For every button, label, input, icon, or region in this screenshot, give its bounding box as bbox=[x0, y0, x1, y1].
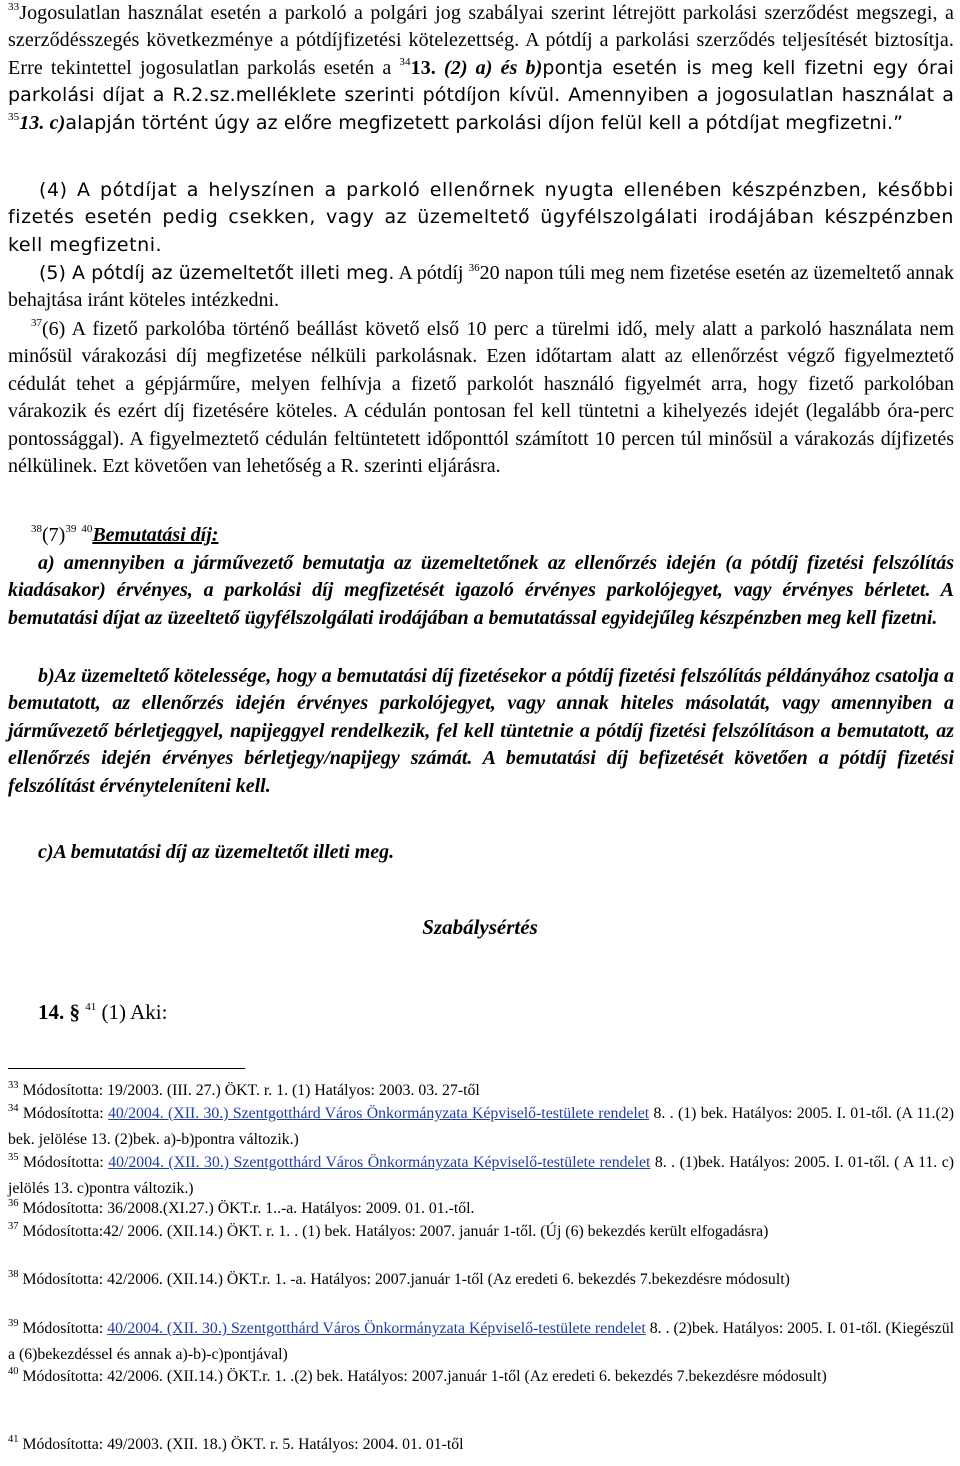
footnote-41: $^{41}$ Módosította: 49/2003. (XII. 18.) ÖKT. r. 5. Hatályos: 2004. 01. 01-től bbox=[8, 1433, 464, 1453]
section-title: Bemutatási díj: bbox=[92, 524, 219, 546]
paragraph-5-7-heading: $^{38}(7)^{39}$ $^{40}$Bemutatási díj: bbox=[31, 523, 219, 546]
footnote-39-link[interactable]: 40/2004. (XII. 30.) Szentgotthárd Város Önkormányzata Képviselő-testülete rendelet bbox=[107, 1320, 646, 1337]
paragraph-5-6: $^{37}$(6) A fizető parkolóba történő beállást követő első 10 perc a türelmi idő, mely alatt a parkoló használata nem minősül várakozási díj megfizetése nélküli parkolásnak. Ezen időtartam alatt az ellenőrzést végző figyelmeztető cédulát tehet a gépjárműre, melyen felhívja a fizető parkolót használó figyelmét arra, hogy fizető parkolóban várakozik és ezért díj fizetésére köteles. A cédulán pontosan fel kell tüntetni a kihelyezés idejét (legalább óra-perc pontossággal). A figyelmeztető cédulán feltüntetett időponttól számított 10 percen túl minősül a várakozás díjfizetés nélkülinek. Ezt követően van lehetőség a R. szerinti eljárásra. bbox=[8, 317, 954, 478]
footnote-38: $^{38}$ Módosította: 42/2006. (XII.14.) ÖKT.r. 1. -a. Hatályos: 2007.január 1-től (Az eredeti 6. bekezdés 7.bekezdésre módosult) bbox=[8, 1268, 790, 1288]
footnote-37: $^{37}$ Módosította:42/ 2006. (XII.14.) ÖKT. r. 1. . (1) bek. Hatályos: 2007. január 1-től. (Új (6) bekezdés került elfogadásra) bbox=[8, 1220, 769, 1240]
footnote-35-link[interactable]: 40/2004. (XII. 30.) Szentgotthárd Város Önkormányzata Képviselő-testülete rendelet bbox=[108, 1154, 651, 1171]
section-14: 14. § $^{41}$ (1) Aki: bbox=[38, 1000, 168, 1024]
footnote-33: $^{33}$ Módosította: 19/2003. (III. 27.) ÖKT. r. 1. (1) Hatályos: 2003. 03. 27-től bbox=[8, 1079, 480, 1099]
footnote-ref-41[interactable]: 41 bbox=[85, 1001, 97, 1013]
paragraph-5-7-b: b)Az üzemeltető kötelessége, hogy a bemutatási díj fizetésekor a pótdíj fizetési felszólítás példányához csatolja a bemutatott, az ellenőrzés idején érvényes parkolójegyet, vagy annak hiteles másolatát, vagy amennyiben a járművezető bérletjeggyel, napijeggyel rendelkezik, fel kell tüntetnie a pótdíj fizetési felszólításon a bemutatott, az ellenőrzés idején érvényes bérletjegy/napijegy számát. A bemutatási díj befizetését követően a pótdíj fizetési felszólítást érvényteleníteni kell. bbox=[8, 665, 954, 797]
paragraph-5-7-a: a) amennyiben a járművezető bemutatja az üzemeltetőnek az ellenőrzés idején (a pótdíj fizetési felszólítás kiadásakor) érvényes, a parkolási díj megfizetését igazoló érvényes parkolójegyet, vagy érvényes bérletet. A bemutatási díjat az üzeeltető ügyfélszolgálati irodájában a bemutatással egyidejűleg készpénzben meg kell fizetni. bbox=[8, 552, 954, 629]
footnote-ref-37[interactable]: 37 bbox=[31, 317, 42, 330]
footnote-36: $^{36}$ Módosította: 36/2008.(XI.27.) ÖKT.r. 1..-a. Hatályos: 2009. 01. 01.-től. bbox=[8, 1197, 475, 1217]
paragraph-5-4: (4) A pótdíjat a helyszínen a parkoló ellenőrnek nyugta ellenében készpénzben, későbbi fizetés esetén pedig csekken, vagy az üzemeltető ügyfélszolgálati irodájában készpénzben kell megfizetni. bbox=[8, 179, 954, 256]
footnote-ref-36[interactable]: 36 bbox=[468, 261, 480, 274]
footnote-35: $^{35}$ Módosította: 40/2004. (XII. 30.) Szentgotthárd Város Önkormányzata Képviselő-testülete rendelet 8. . (1)bek. Hatályos: 2005. I. 01-től. ( A 11. c) jelölés 13. c)pontra változik.) bbox=[8, 1151, 954, 1197]
footnote-ref-34[interactable]: 34 bbox=[399, 56, 411, 69]
footnote-separator bbox=[8, 1068, 245, 1069]
footnote-40: $^{40}$ Módosította: 42/2006. (XII.14.) ÖKT.r. 1. .(2) bek. Hatályos: 2007.január 1-től (Az eredeti 6. bekezdés 7.bekezdésre módosult) bbox=[8, 1365, 827, 1385]
footnote-34-link[interactable]: 40/2004. (XII. 30.) Szentgotthárd Város Önkormányzata Képviselő-testülete rendelet bbox=[107, 1105, 650, 1122]
paragraph-5-7-c: c)A bemutatási díj az üzemeltetőt illeti meg. bbox=[38, 841, 395, 863]
paragraph-5-5: (5) A pótdíj az üzemeltetőt illeti meg. A pótdíj $^{36}$20 napon túli meg nem fizetése esetén az üzemeltető annak behajtása iránt köteles intézkedni. bbox=[8, 261, 954, 312]
footnote-39: $^{39}$ Módosította: 40/2004. (XII. 30.) Szentgotthárd Város Önkormányzata Képviselő-testülete rendelet 8. . (2)bek. Hatályos: 2005. I. 01-től. (Kiegészül a (6)bekezdéssel és annak a)-b)-c)pontjával) bbox=[8, 1317, 954, 1363]
footnote-ref-39[interactable]: 39 bbox=[65, 523, 77, 536]
footnote-ref-40[interactable]: 40 bbox=[81, 523, 93, 536]
footnote-ref-33[interactable]: 33 bbox=[8, 1, 20, 14]
section-heading-szabalysertes: Szabálysértés bbox=[422, 915, 538, 939]
footnote-34: $^{34}$ Módosította: 40/2004. (XII. 30.) Szentgotthárd Város Önkormányzata Képviselő-testülete rendelet 8. . (1) bek. Hatályos: 2005. I. 01-től. (A 11.(2) bek. jelölése 13. (2)bek. a)-b)pontra változik.) bbox=[8, 1102, 954, 1148]
footnote-ref-35[interactable]: 35 bbox=[8, 110, 20, 123]
paragraph-5-3: $^{33}$Jogosulatlan használat esetén a parkoló a polgári jog szabályai szerint létrejött parkolási szerződést megszegi, a szerződésszegés következménye a pótdíjfizetési kötelezettség. A pótdíj a parkolási szerződés teljesítését biztosítja. Erre tekintettel jogosulatlan parkolás esetén a $^{34}$13. (2) a) és b)pontja esetén is meg kell fizetni egy órai parkolási díjat a R.2.sz.melléklete szerinti pótdíjon kívül. Amennyiben a jogosulatlan használat a $^{35}$13. c)alapján történt úgy az előre megfizetett parkolási díjon felül kell a pótdíjat megfizetni.” bbox=[8, 1, 955, 134]
footnote-ref-38[interactable]: 38 bbox=[31, 523, 42, 536]
